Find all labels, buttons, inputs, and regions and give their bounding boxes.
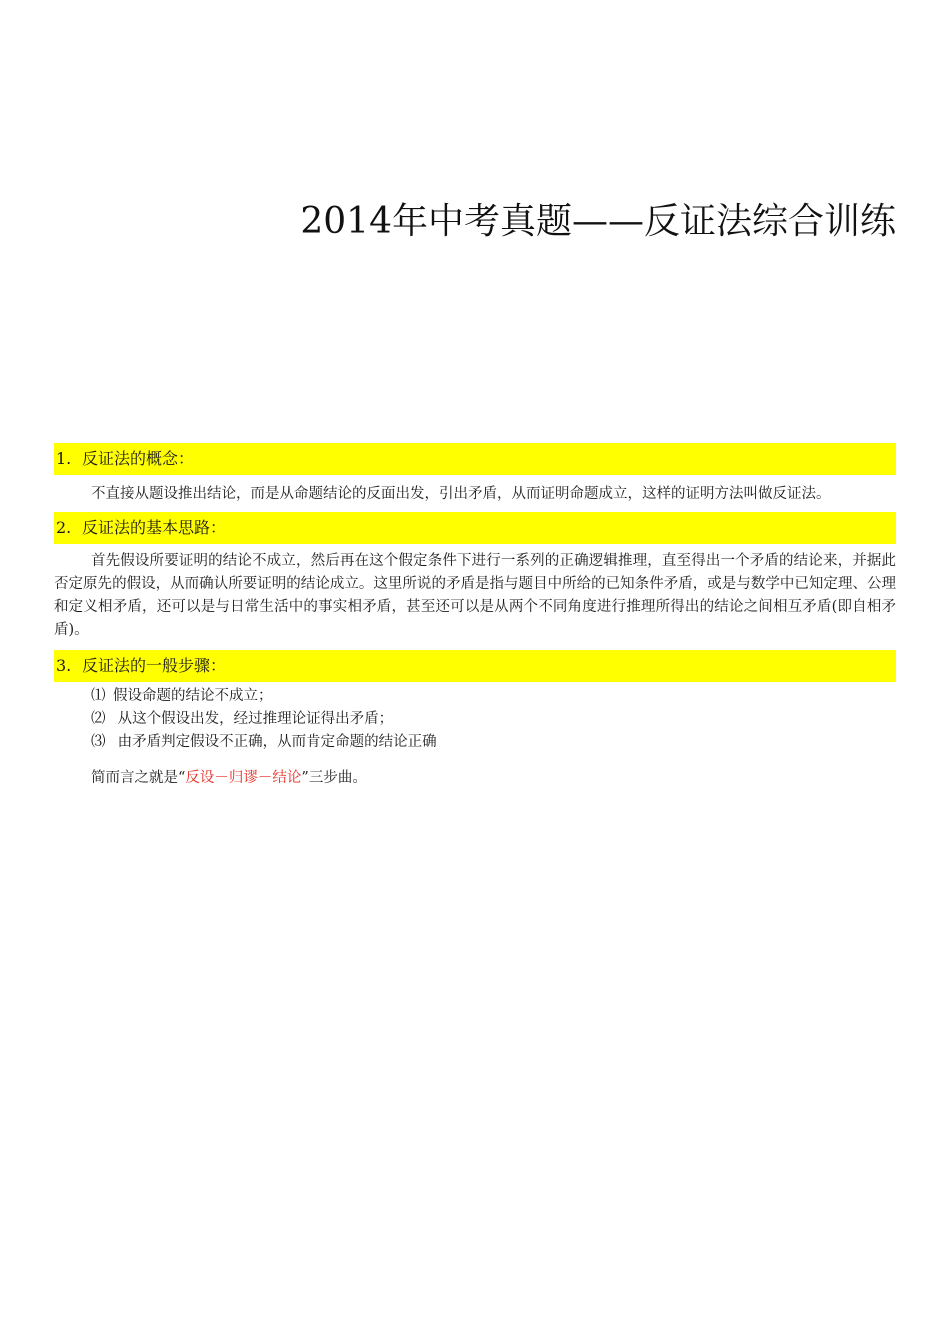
page-title: 2014年中考真题——反证法综合训练 [300,201,896,242]
section-heading-basic-idea [54,512,896,544]
step-marker: ⑵ [91,711,106,727]
section-number: 1. [56,449,72,468]
step-marker: ⑴ [91,688,106,704]
step-text: 假设命题的结论不成立； [113,688,273,704]
section-paragraph-basic-idea: 首先假设所要证明的结论不成立，然后再在这个假定条件下进行一系列的正确逻辑推理，直至得出一个矛盾的结论来，并据此否定原先的假设，从而确认所要证明的结论成立。这里所说的矛盾是指与题目中所给的已知条件矛盾，或是与数学中已知定理、公理和定义相矛盾，还可以是与日常生活中的事实相矛盾，甚至还可以是从两个不同角度进行推理所得出的结论之间相互矛盾(即自相矛盾)。 [54,553,896,638]
list-item [91,708,896,731]
section-heading-text: 反证法的一般步骤： [82,656,227,675]
section-paragraph-concept: 不直接从题设推出结论，而是从命题结论的反面出发，引出矛盾，从而证明命题成立，这样的证明方法叫做反证法。 [91,486,831,502]
step-text: 由矛盾判定假设不正确，从而肯定命题的结论正确 [113,734,437,750]
list-item [91,731,896,754]
step-text: 从这个假设出发，经过推理论证得出矛盾； [113,711,394,727]
section-number: 3. [56,656,72,675]
section-heading-steps [54,650,896,682]
summary-highlight: 反设－归谬－结论 [185,770,302,786]
section-heading-text: 反证法的概念： [82,449,195,468]
summary-suffix: ”三步曲。 [301,770,367,786]
summary-sentence [54,767,896,790]
step-marker: ⑶ [91,734,106,750]
summary-prefix: 简而言之就是“ [91,770,186,786]
section-number: 2. [56,518,72,537]
list-item [91,685,896,708]
steps-list [54,682,896,754]
section-heading-concept [54,443,896,475]
section-heading-text: 反证法的基本思路： [82,518,227,537]
document-body [54,443,896,790]
